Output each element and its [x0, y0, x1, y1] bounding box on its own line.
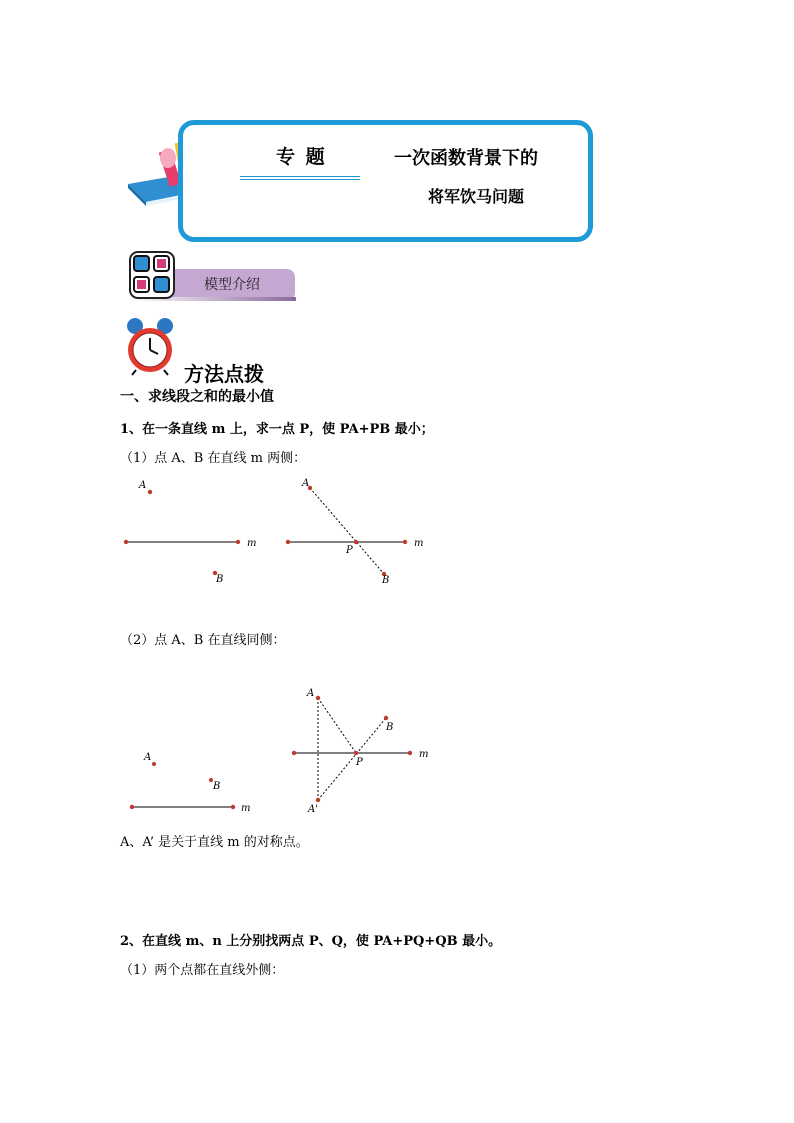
label-p: P	[346, 545, 353, 556]
alarm-clock-icon	[124, 316, 176, 376]
label-b: B	[386, 722, 394, 733]
point-p	[354, 751, 358, 755]
point-a	[316, 696, 320, 700]
label-a: A	[307, 688, 315, 699]
figure-same-side	[120, 680, 440, 820]
symmetry-note: A、A’ 是关于直线 m 的对称点。	[120, 835, 309, 850]
topic-banner	[178, 120, 593, 242]
figure-opposite-sides	[110, 470, 430, 590]
point-end	[403, 540, 407, 544]
topic-title-line1: 一次函数背景下的	[394, 148, 538, 169]
label-m: m	[241, 803, 251, 814]
banner-divider	[240, 176, 360, 177]
point-a-prime	[316, 798, 320, 802]
question-2-case-1: （1）两个点都在直线外侧：	[120, 963, 285, 978]
squares-icon	[128, 250, 176, 300]
question-1-case-1: （1）点 A、B 在直线 m 两侧：	[120, 451, 307, 466]
point-end	[231, 805, 235, 809]
point-end	[236, 540, 240, 544]
label-m: m	[419, 749, 429, 760]
point-end	[292, 751, 296, 755]
label-a: A	[139, 480, 147, 491]
label-a: A	[144, 752, 152, 763]
point-b	[384, 716, 388, 720]
topic-title-line2: 将军饮马问题	[428, 187, 525, 206]
point-a	[148, 490, 152, 494]
point-p	[354, 540, 358, 544]
label-b: B	[216, 574, 224, 585]
label-m: m	[247, 538, 257, 549]
point-a	[152, 762, 156, 766]
topic-label: 专 题	[276, 146, 327, 168]
point-end	[124, 540, 128, 544]
section-tab-label: 模型介绍	[204, 277, 260, 293]
part1-heading: 一、求线段之和的最小值	[120, 389, 274, 405]
question-2: 2、在直线 m、n 上分别找两点 P、Q，使 PA+PQ+QB 最小。	[120, 934, 502, 949]
banner-divider-2	[240, 179, 360, 180]
label-b: B	[382, 575, 390, 586]
method-heading: 方法点拨	[184, 362, 264, 386]
label-a: A	[302, 478, 310, 489]
label-a-prime: A'	[308, 804, 318, 815]
label-m: m	[414, 538, 424, 549]
question-1: 1、在一条直线 m 上，求一点 P，使 PA+PB 最小；	[120, 422, 434, 437]
point-end	[286, 540, 290, 544]
label-p: P	[356, 757, 363, 768]
question-1-case-2: （2）点 A、B 在直线同侧：	[120, 633, 286, 648]
point-end	[130, 805, 134, 809]
label-b: B	[213, 781, 221, 792]
point-end	[408, 751, 412, 755]
